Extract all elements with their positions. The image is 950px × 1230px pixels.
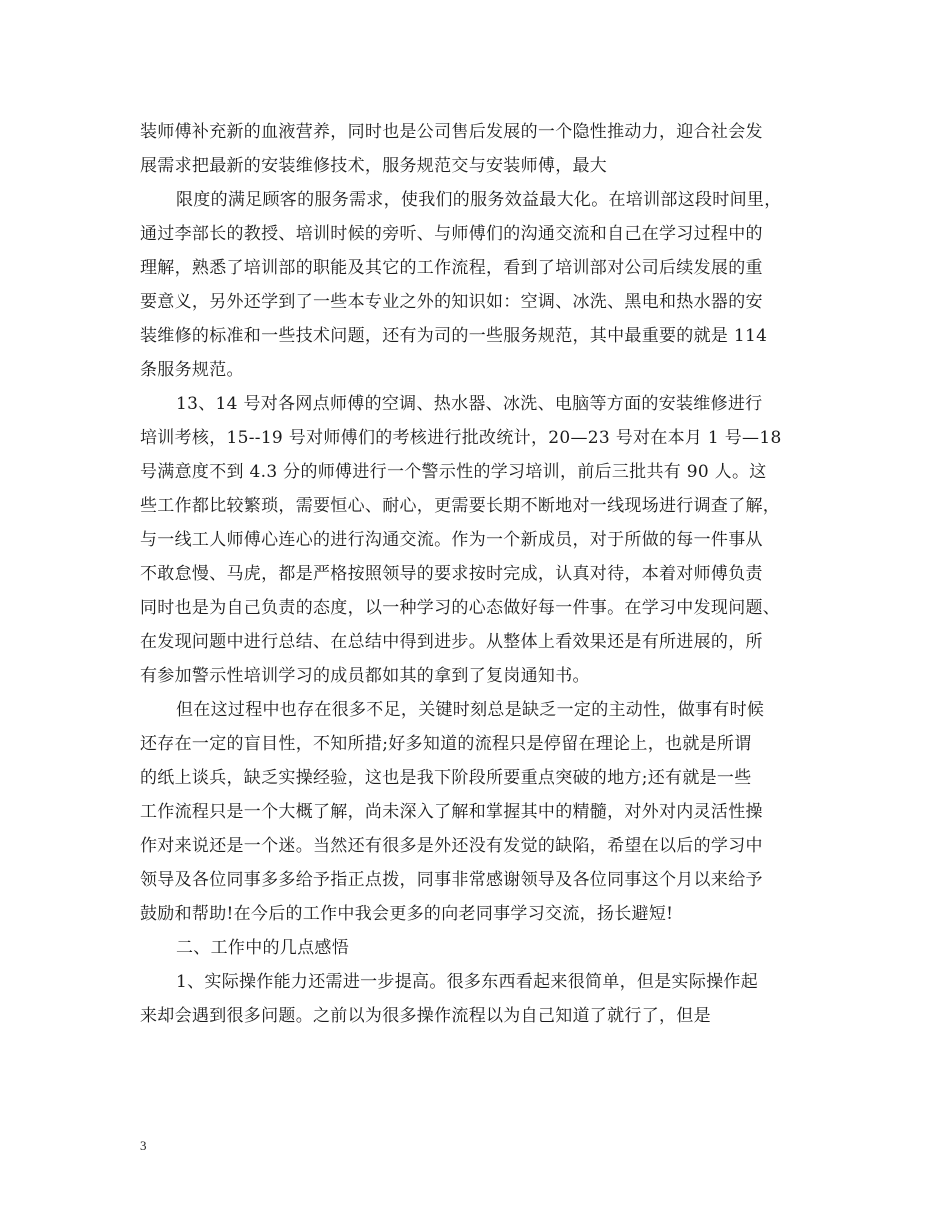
paragraph-line: 二、工作中的几点感悟	[176, 938, 349, 958]
paragraph-line: 的纸上谈兵，缺乏实操经验，这也是我下阶段所要重点突破的地方;还有就是一些	[140, 768, 752, 788]
paragraph-line: 有参加警示性培训学习的成员都如其的拿到了复岗通知书。	[140, 666, 590, 686]
paragraph-line: 理解，熟悉了培训部的职能及其它的工作流程，看到了培训部对公司后续发展的重	[140, 258, 763, 278]
paragraph-line: 通过李部长的教授、培训时候的旁听、与师傅们的沟通交流和自己在学习过程中的	[140, 224, 763, 244]
paragraph-line: 还存在一定的盲目性，不知所措;好多知道的流程只是停留在理论上，也就是所谓	[140, 734, 752, 754]
paragraph-line: 培训考核，15--19 号对师傅们的考核进行批改统计，20—23 号对在本月 1 号—18	[140, 428, 782, 448]
paragraph-line: 工作流程只是一个大概了解，尚未深入了解和掌握其中的精髓，对外对内灵活性操	[140, 802, 763, 822]
paragraph-line: 作对来说还是一个迷。当然还有很多是外还没有发觉的缺陷，希望在以后的学习中	[140, 836, 763, 856]
paragraph-line: 鼓励和帮助!在今后的工作中我会更多的向老同事学习交流，扬长避短!	[140, 904, 674, 924]
paragraph-line: 同时也是为自己负责的态度，以一种学习的心态做好每一件事。在学习中发现问题、	[140, 598, 781, 618]
paragraph-line: 限度的满足顾客的服务需求，使我们的服务效益最大化。在培训部这段时间里，	[176, 190, 782, 210]
document-body	[140, 115, 820, 1033]
paragraph-line: 装维修的标准和一些技术问题，还有为司的一些服务规范，其中最重要的就是 114	[140, 326, 768, 346]
paragraph-line: 1、实际操作能力还需进一步提高。很多东西看起来很简单，但是实际操作起	[176, 972, 759, 992]
page-number: 3	[140, 1138, 147, 1153]
paragraph-line: 在发现问题中进行总结、在总结中得到进步。从整体上看效果还是有所进展的，所	[140, 632, 763, 652]
paragraph-line: 不敢怠慢、马虎，都是严格按照领导的要求按时完成，认真对待，本着对师傅负责	[140, 564, 763, 584]
paragraph-line: 13、14 号对各网点师傅的空调、热水器、冰洗、电脑等方面的安装维修进行	[176, 394, 763, 414]
paragraph-line: 来却会遇到很多问题。之前以为很多操作流程以为自己知道了就行了，但是	[140, 1006, 711, 1026]
paragraph-line: 条服务规范。	[140, 360, 244, 380]
paragraph-line: 但在这过程中也存在很多不足，关键时刻总是缺乏一定的主动性，做事有时候	[176, 700, 765, 720]
paragraph-line: 装师傅补充新的血液营养，同时也是公司售后发展的一个隐性推动力，迎合社会发	[140, 122, 763, 142]
paragraph-line: 领导及各位同事多多给予指正点拨，同事非常感谢领导及各位同事这个月以来给予	[140, 870, 763, 890]
paragraph-line: 要意义，另外还学到了一些本专业之外的知识如：空调、冰洗、黑电和热水器的安	[140, 292, 763, 312]
paragraph-line: 些工作都比较繁琐，需要恒心、耐心，更需要长期不断地对一线现场进行调查了解，	[140, 496, 781, 516]
paragraph-line: 与一线工人师傅心连心的进行沟通交流。作为一个新成员，对于所做的每一件事从	[140, 530, 763, 550]
paragraph-line: 号满意度不到 4.3 分的师傅进行一个警示性的学习培训，前后三批共有 90 人。这	[140, 462, 767, 482]
paragraph-line: 展需求把最新的安装维修技术，服务规范交与安装师傅，最大	[140, 156, 608, 176]
